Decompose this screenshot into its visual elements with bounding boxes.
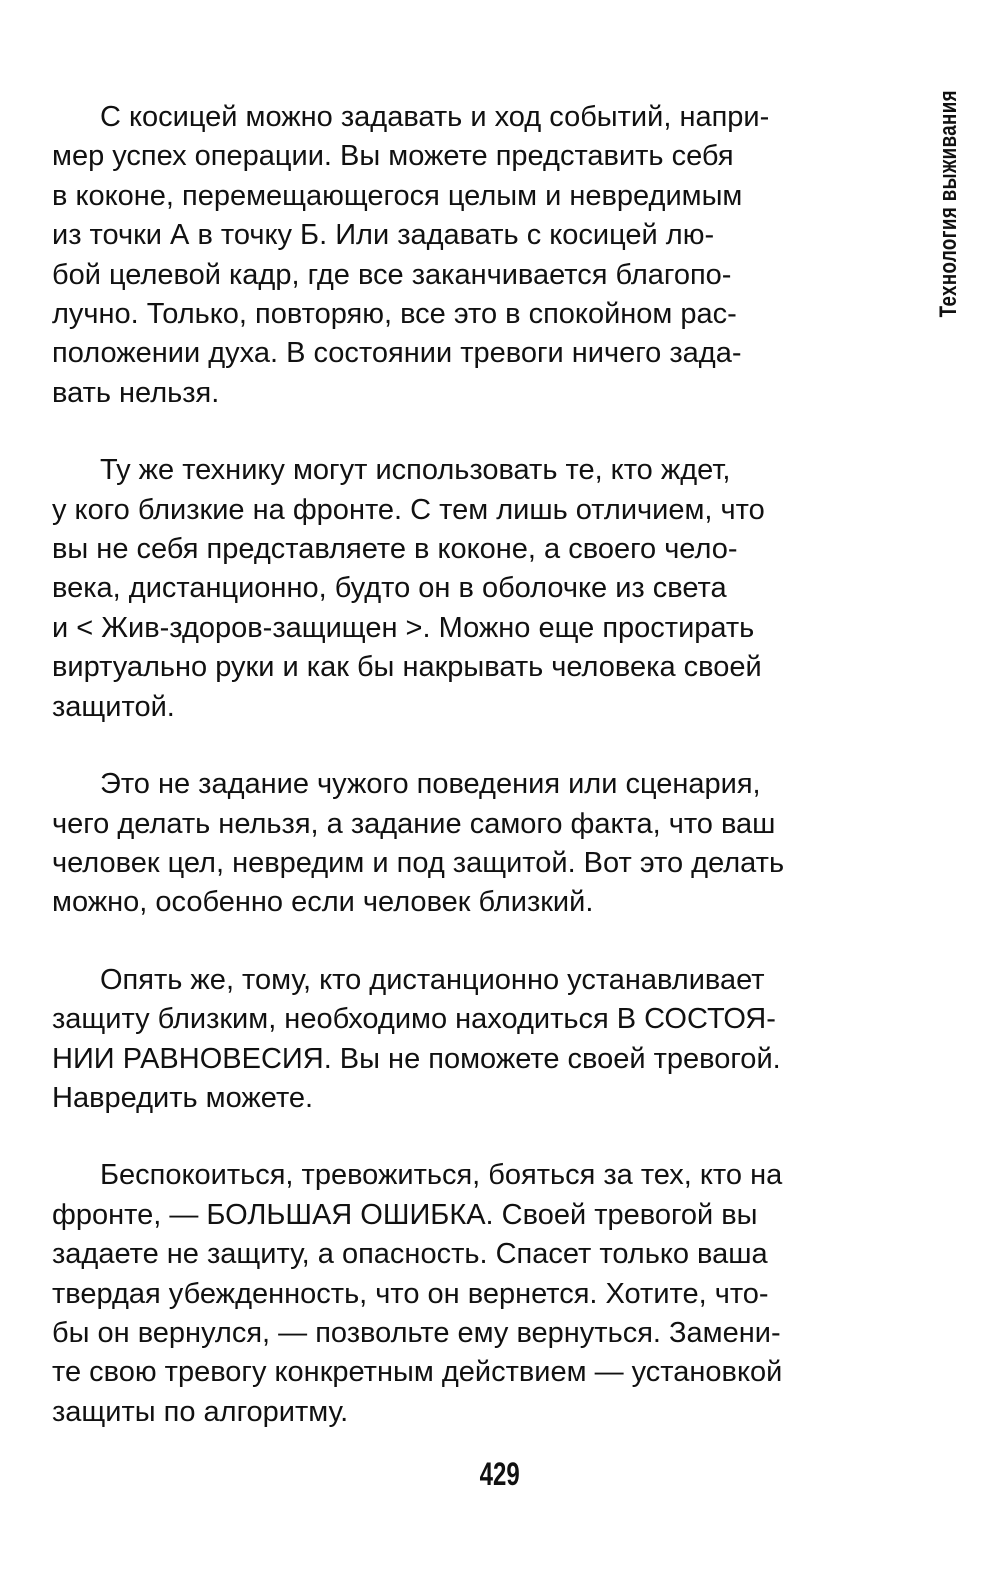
paragraph-1: С косицей можно задавать и ход событий, напри- мер успех операции. Вы можете представить себя в коконе, перемещающегося целым и невредимым из точки А в точку Б. Или задавать с косицей лю- бой целевой кадр, где все заканчивается благопо- лучно. Только, повторяю, все это в спокойном рас- положении духа. В состоянии тревоги ничего зада- вать нельзя. (52, 101, 770, 409)
page-number-text: 429 (479, 1456, 521, 1492)
paragraph-3: Это не задание чужого поведения или сценария, чего делать нельзя, а задание самого факта, что ваш человек цел, невредим и под защитой. Вот это делать можно, особенно если человек близкий. (52, 768, 785, 919)
running-head-text: Технология выживания (935, 90, 962, 318)
running-head (932, 58, 966, 328)
paragraph-5: Беспокоиться, тревожиться, бояться за тех, кто на фронте, — БОЛЬШАЯ ОШИБКА. Своей тревогой вы задаете не защиту, а опасность. Спасет только ваша твердая убежденность, что он вернется. Хотите, что- бы он вернулся, — позвольте ему вернуться. Замени- те свою тревогу конкретным действием — установкой защиты по алгоритму. (52, 1159, 783, 1428)
paragraph-4: Опять же, тому, кто дистанционно устанавливает защиту близким, необходимо находиться В СОСТОЯ- НИИ РАВНОВЕСИЯ. Вы не поможете своей тревогой. Навредить можете. (52, 963, 781, 1114)
paragraph-2: Ту же технику могут использовать те, кто ждет, у кого близкие на фронте. С тем лишь отличием, что вы не себя представляете в коконе, а своего чело- века, дистанционно, будто он в оболочке из света и < Жив-здоров-защищен >. Можно еще простирать виртуально руки и как бы накрывать человека своей защитой. (52, 454, 765, 723)
page-number (0, 1456, 1000, 1493)
body-text (52, 98, 860, 1470)
